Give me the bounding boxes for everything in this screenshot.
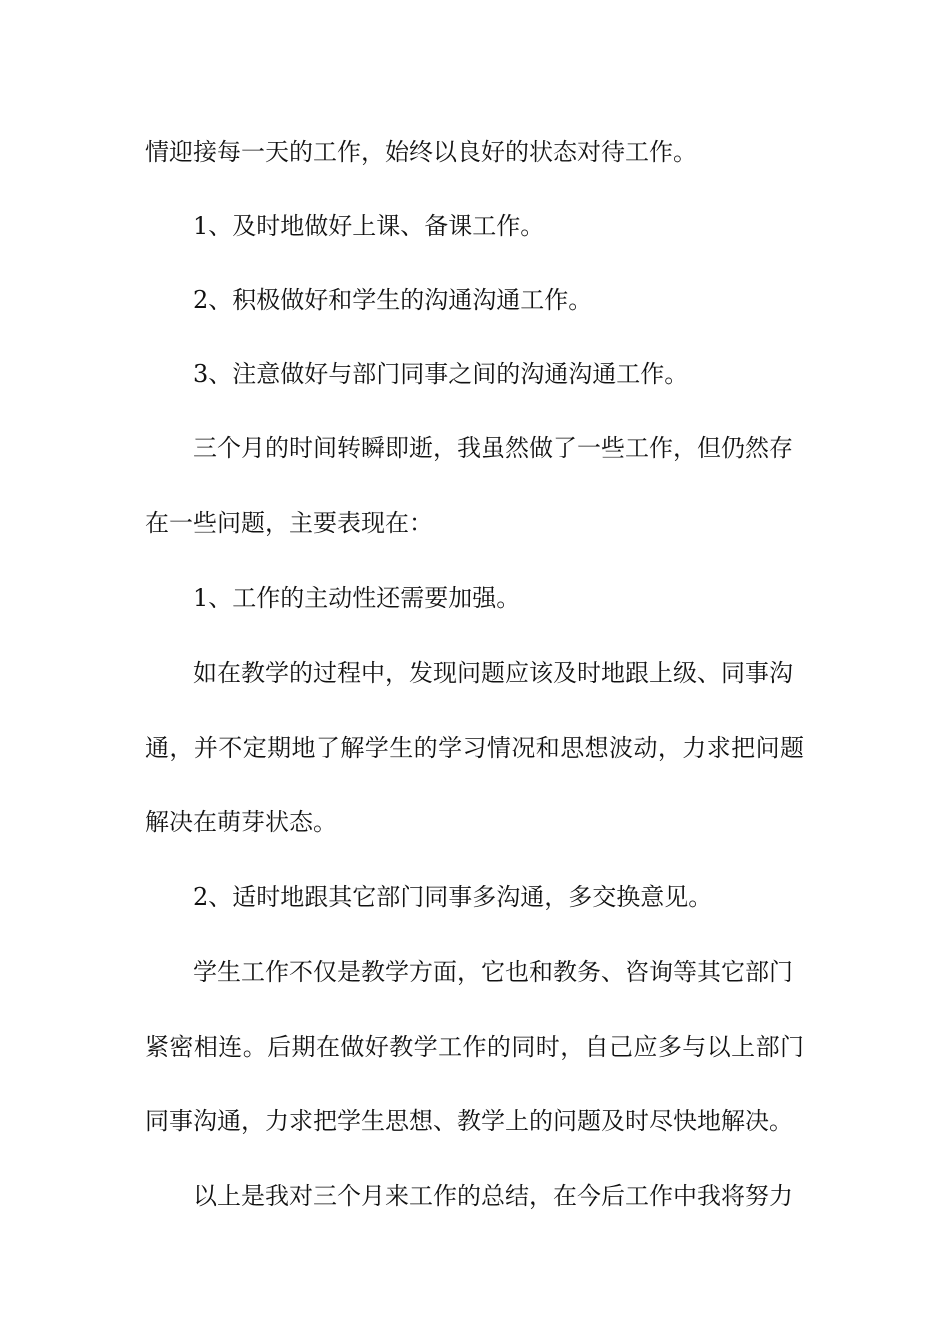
text-line <box>0 952 950 992</box>
text-line <box>0 728 950 768</box>
text-line <box>0 503 950 543</box>
paragraph-continuation: 在一些问题，主要表现在： <box>145 509 433 537</box>
paragraph-continuation: 解决在萌芽状态。 <box>145 808 337 836</box>
paragraph-start: 三个月的时间转瞬即逝，我虽然做了一些工作，但仍然存 <box>193 434 793 462</box>
text-line <box>0 206 950 246</box>
paragraph-continuation: 通，并不定期地了解学生的学习情况和思想波动，力求把问题 <box>145 734 804 762</box>
list-item: 2、积极做好和学生的沟通沟通工作。 <box>193 286 593 314</box>
list-item: 1、及时地做好上课、备课工作。 <box>193 212 545 240</box>
list-item: 3、注意做好与部门同事之间的沟通沟通工作。 <box>193 360 689 388</box>
text-line <box>0 578 950 618</box>
text-line <box>0 802 950 842</box>
text-line <box>0 877 950 917</box>
text-line <box>0 1176 950 1216</box>
text-line <box>0 132 950 172</box>
text-line <box>0 428 950 468</box>
paragraph-start: 如在教学的过程中，发现问题应该及时地跟上级、同事沟 <box>193 659 793 687</box>
paragraph-start: 以上是我对三个月来工作的总结，在今后工作中我将努力 <box>193 1182 793 1210</box>
list-item: 2、适时地跟其它部门同事多沟通，多交换意见。 <box>193 883 713 911</box>
list-item: 1、工作的主动性还需要加强。 <box>193 584 521 612</box>
text-line <box>0 1027 950 1067</box>
text-line <box>0 354 950 394</box>
paragraph-continuation: 紧密相连。后期在做好教学工作的同时，自己应多与以上部门 <box>145 1033 804 1061</box>
text-line <box>0 653 950 693</box>
paragraph-start: 学生工作不仅是教学方面，它也和教务、咨询等其它部门 <box>193 958 793 986</box>
text-line <box>0 280 950 320</box>
paragraph-continuation: 情迎接每一天的工作，始终以良好的状态对待工作。 <box>145 138 697 166</box>
paragraph-continuation: 同事沟通，力求把学生思想、教学上的问题及时尽快地解决。 <box>145 1107 793 1135</box>
text-line <box>0 1101 950 1141</box>
